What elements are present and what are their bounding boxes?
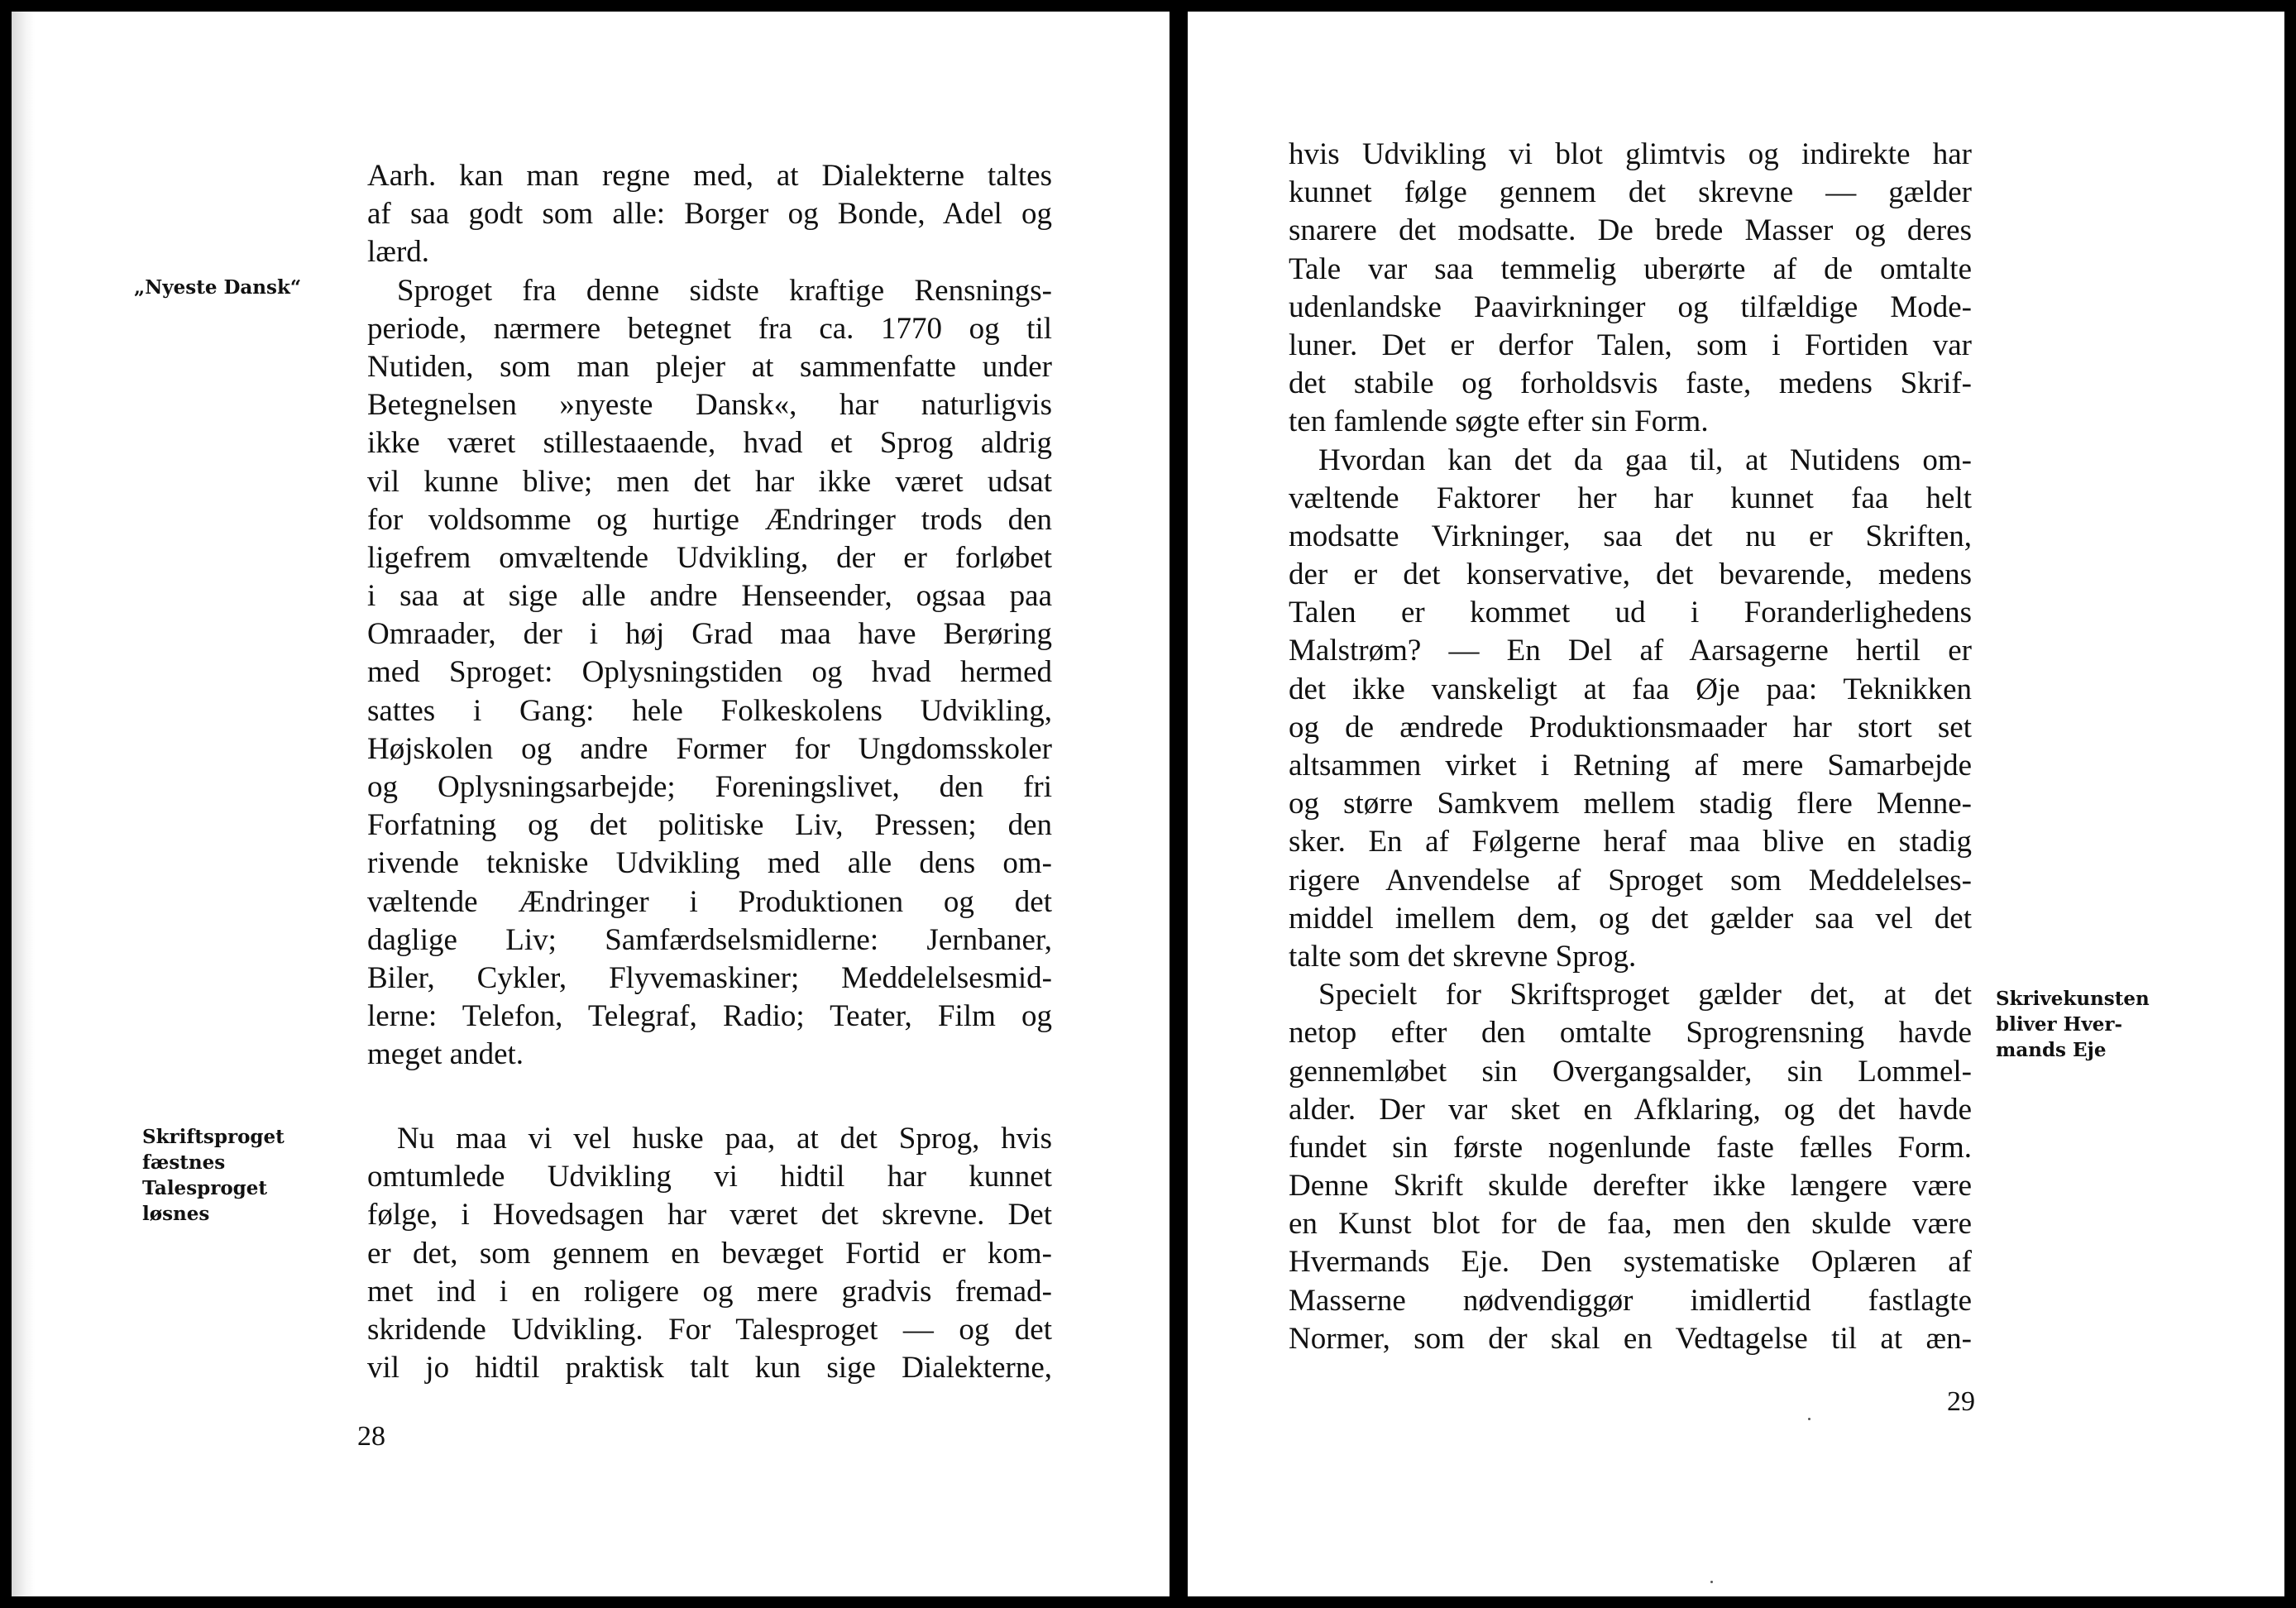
text-line: Nu maa vi vel huske paa, at det Sprog, hvis [397, 1122, 1052, 1156]
text-line: lærd. [367, 235, 430, 270]
text-line: og Oplysningsarbejde; Foreningslivet, den fri [367, 770, 1052, 804]
text-line: periode, nærmere betegnet fra ca. 1770 og til [367, 311, 1052, 346]
text-line: Masserne nødvendiggør imidlertid fastlagte [1289, 1283, 1972, 1318]
margin-note-line: bliver Hver- [1996, 1013, 2123, 1036]
body-text-block [1289, 136, 1972, 1358]
text-line: gennemløbet sin Overgangsalder, sin Lommel- [1289, 1054, 1972, 1089]
text-line: Omraader, der i høj Grad maa have Berøring [367, 617, 1052, 652]
text-line: Malstrøm? — En Del af Aarsagerne hertil er [1289, 634, 1972, 668]
text-line: modsatte Virkninger, saa det nu er Skriften, [1289, 519, 1972, 553]
text-line: altsammen virket i Retning af mere Samarbejde [1289, 749, 1972, 782]
text-line: vil kunne blive; men det har ikke været udsat [367, 464, 1052, 499]
text-line: fundet sin første nogenlunde faste fælles Form. [1289, 1130, 1972, 1165]
text-line: Betegnelsen »nyeste Dansk«, har naturligvis [367, 388, 1052, 423]
text-line: skridende Udvikling. For Talesproget — og det [367, 1312, 1052, 1347]
body-text-block [367, 157, 1052, 1074]
margin-note-line: „Nyeste Dansk“ [134, 276, 302, 299]
margin-note-line: Skriftsproget [142, 1126, 285, 1148]
print-speck [1808, 1418, 1810, 1420]
text-line: Denne Skrift skulde derefter ikke længere være [1289, 1169, 1972, 1204]
text-line: i saa at sige alle andre Henseender, ogsaa paa [367, 579, 1052, 614]
text-line: snarere det modsatte. De brede Masser og deres [1289, 213, 1972, 248]
text-line: væltende Faktorer her har kunnet faa helt [1289, 481, 1972, 515]
text-line: vil jo hidtil praktisk talt kun sige Dialekterne, [367, 1351, 1052, 1385]
text-line: meget andet. [367, 1037, 524, 1072]
margin-note-skrivekunsten [1996, 986, 2150, 1063]
text-line: Hvordan kan det da gaa til, at Nutidens om- [1318, 443, 1972, 477]
book-spine-shadow [12, 12, 35, 1596]
text-line: rigere Anvendelse af Sproget som Meddelelses- [1289, 863, 1972, 897]
print-speck [1710, 1581, 1713, 1583]
text-line: sattes i Gang: hele Folkeskolens Udvikling, [367, 693, 1052, 728]
text-line: Sproget fra denne sidste kraftige Rensnings- [397, 273, 1052, 308]
text-line: lerne: Telefon, Telegraf, Radio; Teater, Film og [367, 999, 1052, 1034]
text-line: omtumlede Udvikling vi hidtil har kunnet [367, 1160, 1052, 1194]
text-line: Tale var saa temmelig uberørte af de omtalte [1289, 251, 1972, 286]
text-line: Aarh. kan man regne med, at Dialekterne taltes [367, 159, 1052, 193]
text-line: følge, i Hovedsagen har været det skrevne. Det [367, 1198, 1052, 1232]
text-line: hvis Udvikling vi blot glimtvis og indirekte har [1289, 137, 1972, 171]
text-line: rivende tekniske Udvikling med alle dens om- [367, 846, 1052, 881]
margin-note-nyeste-dansk [134, 275, 301, 300]
text-line: en Kunst blot for de faa, men den skulde være [1289, 1207, 1972, 1242]
text-line: luner. Det er derfor Talen, som i Fortiden var [1289, 328, 1972, 362]
text-line: væltende Ændringer i Produktionen og det [367, 884, 1052, 919]
text-line: sker. En af Følgerne heraf maa blive en stadig [1289, 825, 1972, 859]
text-line: netop efter den omtalte Sprogrensning havde [1289, 1016, 1972, 1050]
text-line: ligefrem omvæltende Udvikling, der er forløbet [367, 540, 1052, 575]
text-line: der er det konservative, det bevarende, medens [1289, 558, 1972, 592]
text-line: middel imellem dem, og det gælder saa vel det [1289, 901, 1972, 936]
text-line: er det, som gennem en bevæget Fortid er kom- [367, 1236, 1052, 1271]
text-line: Specielt for Skriftsproget gælder det, at det [1318, 978, 1972, 1012]
text-line: ikke været stillestaaende, hvad et Sprog aldrig [367, 426, 1052, 461]
text-line: Talen er kommet ud i Foranderlighedens [1289, 596, 1972, 630]
text-line: talte som det skrevne Sprog. [1289, 939, 1637, 974]
text-line: Hvermands Eje. Den systematiske Oplæren af [1289, 1245, 1972, 1280]
text-line: for voldsomme og hurtige Ændringer trods den [367, 502, 1052, 537]
margin-note-line: Talesproget [142, 1177, 268, 1199]
text-line: af saa godt som alle: Borger og Bonde, Adel og [367, 197, 1052, 232]
text-line: alder. Der var sket en Afklaring, og det havde [1289, 1092, 1972, 1127]
text-line: Normer, som der skal en Vedtagelse til at æn- [1289, 1321, 1972, 1356]
right-page [1188, 12, 2284, 1596]
body-text-block [367, 1120, 1052, 1387]
text-line: og de ændrede Produktionsmaader har stort set [1289, 710, 1972, 744]
text-line: Forfatning og det politiske Liv, Pressen; den [367, 808, 1052, 843]
page-number: 29 [1947, 1386, 1975, 1417]
text-line: ten famlende søgte efter sin Form. [1289, 404, 1709, 439]
text-line: Biler, Cykler, Flyvemaskiner; Meddelelsesmid- [367, 960, 1052, 995]
text-line: Nutiden, som man plejer at sammenfatte under [367, 349, 1052, 384]
margin-note-line: løsnes [142, 1203, 210, 1225]
text-line: med Sproget: Oplysningstiden og hvad hermed [367, 655, 1052, 690]
left-page [12, 12, 1170, 1596]
text-line: og større Samkvem mellem stadig flere Menne- [1289, 787, 1972, 821]
text-line: det ikke vanskeligt at faa Øje paa: Teknikken [1289, 672, 1972, 706]
text-line: det stabile og forholdsvis faste, medens Skrif- [1289, 366, 1972, 401]
text-line: Højskolen og andre Former for Ungdomsskoler [367, 731, 1052, 766]
page-number: 28 [357, 1421, 385, 1452]
text-line: daglige Liv; Samfærdselsmidlerne: Jernbaner, [367, 922, 1052, 957]
margin-note-line: mands Eje [1996, 1039, 2107, 1061]
text-line: met ind i en roligere og mere gradvis fremad- [367, 1274, 1052, 1309]
text-line: udenlandske Paavirkninger og tilfældige Mode- [1289, 290, 1972, 324]
text-line: kunnet følge gennem det skrevne — gælder [1289, 175, 1972, 210]
margin-note-line: Skrivekunsten [1996, 988, 2150, 1010]
margin-note-skriftsproget [142, 1124, 285, 1227]
margin-note-line: fæstnes [142, 1151, 226, 1174]
